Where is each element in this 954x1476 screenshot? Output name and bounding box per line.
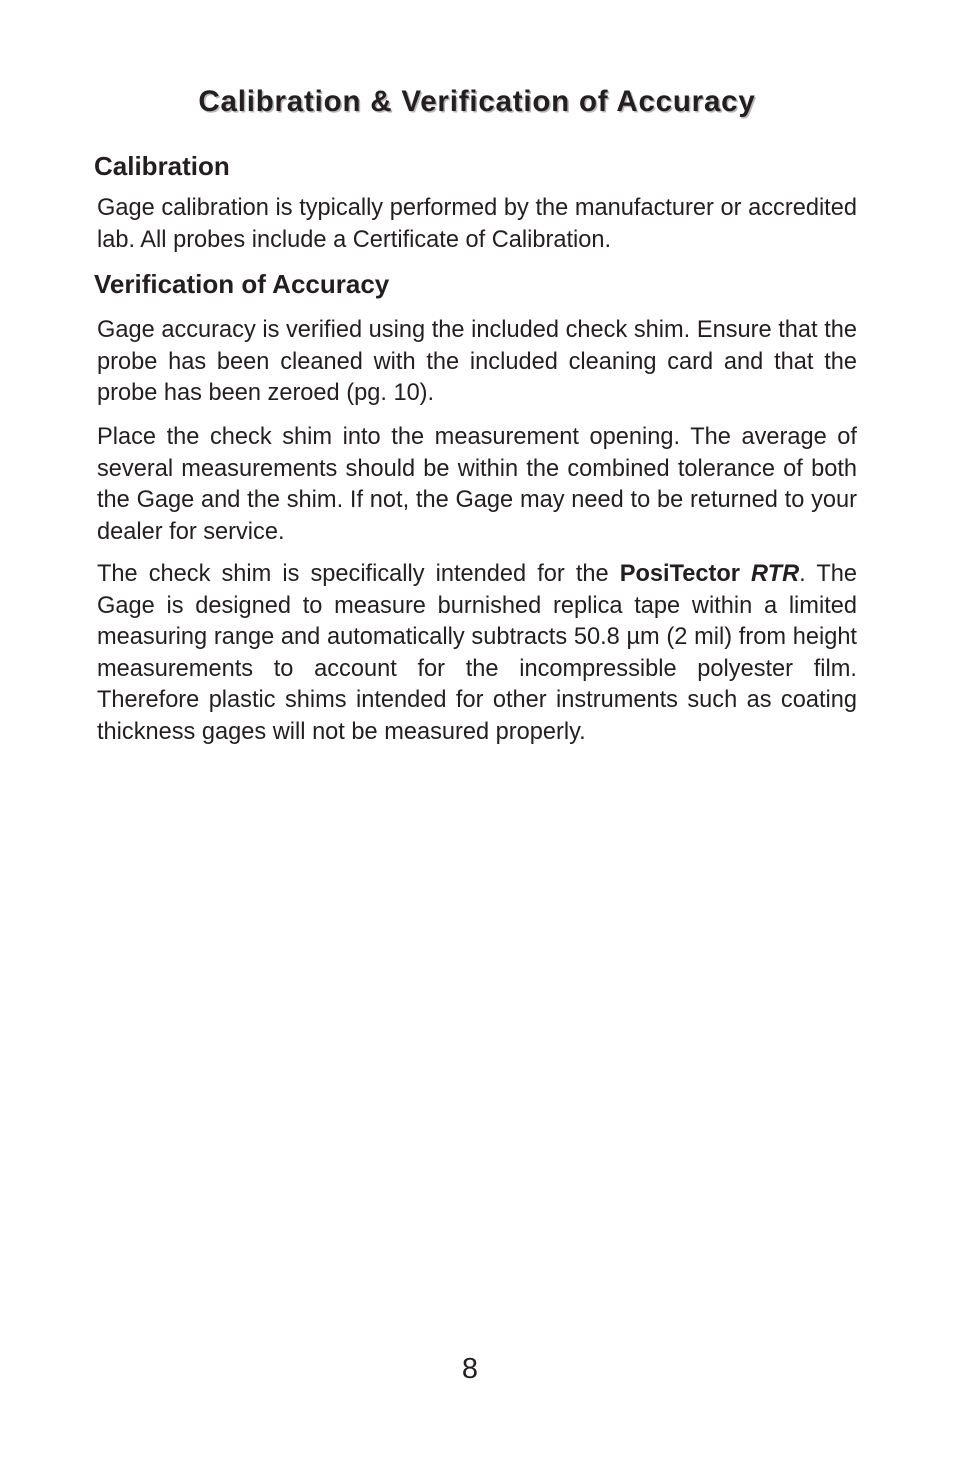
page-number: 8: [461, 1353, 479, 1385]
product-name: PosiTector: [619, 561, 740, 587]
product-model: RTR: [751, 561, 800, 587]
page-title: Calibration & Verification of Accuracy: [198, 85, 756, 118]
paragraph-3-body: . The Gage is designed to measure burnished replica tape within a limited measuring range and automatically subtracts 50.8 µm (2 mil) from height measurements to account for the incompressible polyester film. Therefore plastic shims intended for other instruments such as coating thickness gages will not be measured properly.: [97, 561, 857, 745]
calibration-heading: Calibration: [94, 151, 230, 181]
paragraph-3-intro: The check shim is specifically intended for the: [97, 561, 620, 587]
verification-paragraph-1: Gage accuracy is verified using the included check shim. Ensure that the probe has been cleaned with the included cleaning card and that the probe has been zeroed (pg. 10).: [97, 317, 857, 406]
calibration-paragraph: Gage calibration is typically performed by the manufacturer or accredited lab. All probes include a Certificate of Calibration.: [97, 195, 857, 253]
verification-paragraph-2: Place the check shim into the measurement opening. The average of several measurements should be within the combined tolerance of both the Gage and the shim. If not, the Gage may need to be returned to your dealer for service.: [97, 424, 857, 545]
verification-paragraph-3: [97, 559, 857, 748]
verification-heading: Verification of Accuracy: [94, 269, 390, 299]
